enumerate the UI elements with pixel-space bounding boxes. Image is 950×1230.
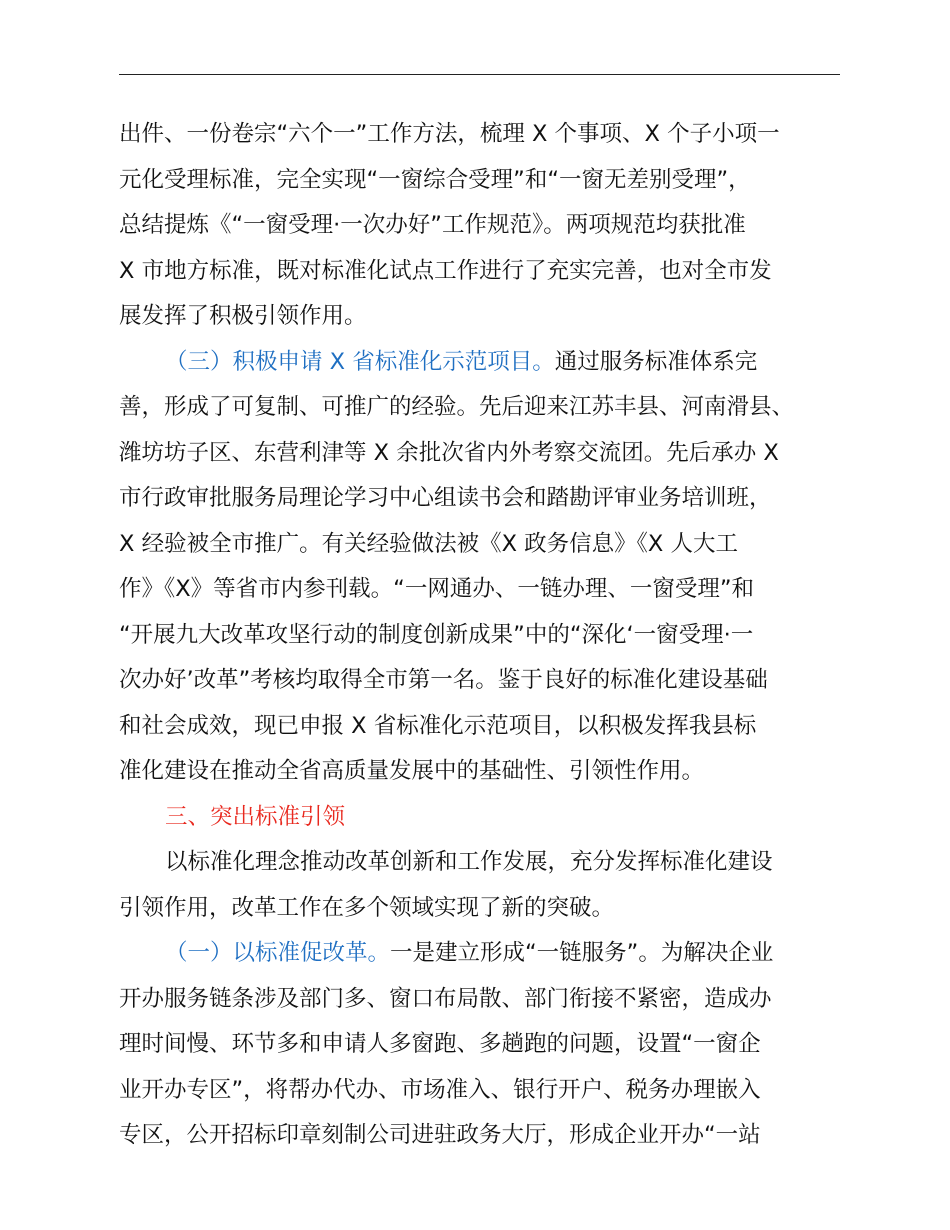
body-text: 潍坊坊子区、东营利津等 X 余批次省内外考察交流团。先后承办 X (119, 439, 779, 466)
subsection-heading: （一）以标准促改革。 (165, 940, 391, 966)
body-line (119, 658, 847, 704)
body-text: 以标准化理念推动改革创新和工作发展，充分发挥标准化建设 (165, 849, 773, 875)
body-line (119, 613, 847, 659)
body-line (119, 249, 847, 295)
body-line (119, 476, 847, 522)
body-line (119, 886, 847, 932)
body-line (119, 385, 847, 431)
body-line (119, 977, 847, 1023)
body-text: 总结提炼《“一窗受理·一次办好”工作规范》。两项规范均获批准 (119, 212, 746, 238)
body-text: 理时间慢、环节多和申请人多窗跑、多趟跑的问题，设置“一窗企 (119, 1031, 761, 1057)
body-text: X 经验被全市推广。有关经验做法被《X 政务信息》《X 人大工 (119, 530, 738, 557)
body-line (119, 1022, 847, 1068)
paragraph-start-line (119, 840, 847, 886)
body-text: 开办服务链条涉及部门多、窗口布局散、部门衔接不紧密，造成办 (119, 985, 772, 1012)
body-line (119, 1113, 847, 1159)
body-line (119, 749, 847, 795)
body-text: 善，形成了可复制、可推广的经验。先后迎来江苏丰县、河南滑县、 (119, 394, 795, 420)
subsection-heading: （三）积极申请 X 省标准化示范项目。 (165, 348, 555, 375)
body-line (119, 704, 847, 750)
paragraph-start-line (119, 931, 847, 977)
header-rule (119, 74, 840, 75)
body-text: 专区，公开招标印章刻制公司进驻政务大厅，形成企业开办“一站 (119, 1122, 761, 1148)
body-text: 出件、一份卷宗“六个一”工作方法，梳理 X 个事项、X 个子小项一 (119, 121, 780, 147)
body-text: 引领作用，改革工作在多个领域实现了新的突破。 (119, 894, 615, 921)
body-line (119, 294, 847, 340)
body-line (119, 203, 847, 249)
body-text: 市行政审批服务局理论学习中心组读书会和踏勘评审业务培训班， (119, 485, 772, 511)
body-text: 业开办专区”，将帮办代办、市场准入、银行开户、税务办理嵌入 (119, 1076, 761, 1103)
body-text: 元化受理标准，完全实现“一窗综合受理”和“一窗无差别受理”， (119, 166, 751, 193)
body-line (119, 112, 847, 158)
body-line (119, 1068, 847, 1114)
body-text: 作》《X》等省市内参刊载。“一网通办、一链办理、一窗受理”和 (119, 576, 754, 602)
body-line (119, 431, 847, 477)
body-text: 通过服务标准体系完 (554, 348, 758, 375)
body-text: “开展九大改革攻坚行动的制度创新成果”中的“深化‘一窗受理·一 (119, 621, 754, 648)
body-text: 展发挥了积极引领作用。 (119, 303, 367, 329)
body-text: 次办好’改革”考核均取得全市第一名。鉴于良好的标准化建设基础 (119, 667, 768, 693)
section-heading-line (119, 795, 847, 841)
section-heading: 三、突出标准引领 (165, 803, 346, 830)
body-line (119, 567, 847, 613)
document-body (119, 112, 847, 1159)
paragraph-start-line (119, 340, 847, 386)
body-line (119, 522, 847, 568)
body-line (119, 158, 847, 204)
body-text: X 市地方标准，既对标准化试点工作进行了充实完善，也对全市发 (119, 257, 772, 284)
body-text: 和社会成效，现已申报 X 省标准化示范项目，以积极发挥我县标 (119, 712, 757, 739)
body-text: 准化建设在推动全省高质量发展中的基础性、引领性作用。 (119, 758, 705, 784)
body-text: 一是建立形成“一链服务”。为解决企业 (390, 940, 774, 966)
